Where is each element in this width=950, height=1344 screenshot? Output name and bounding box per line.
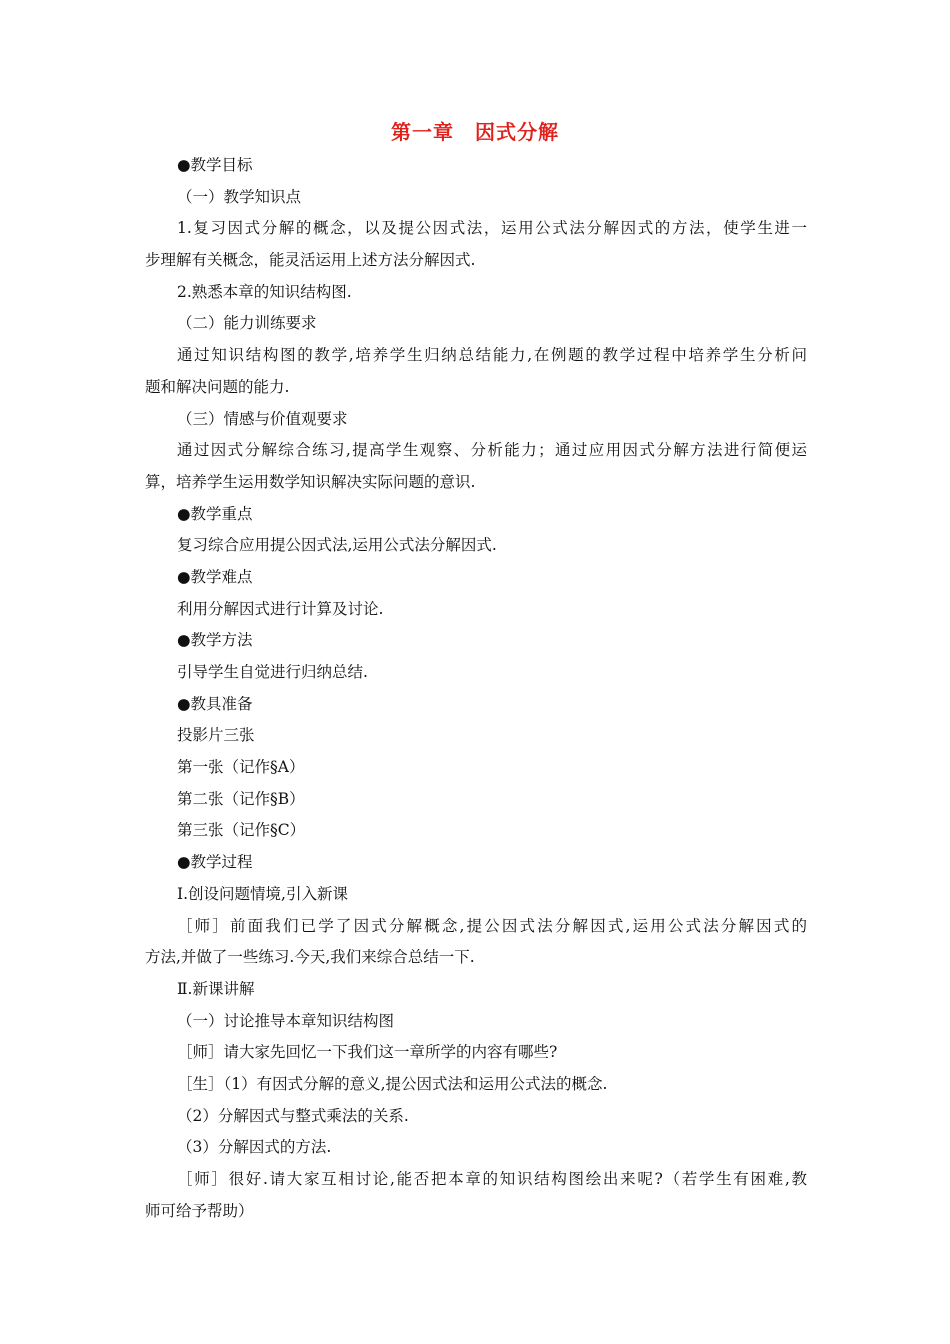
subheading-emotion-values: （三）情感与价值观要求 — [177, 409, 348, 428]
list-item: （2）分解因式与整式乘法的关系. — [177, 1106, 409, 1125]
paragraph-line: 利用分解因式进行计算及讨论. — [177, 599, 384, 618]
paragraph-line: ［生］（1）有因式分解的意义,提公因式法和运用公式法的概念. — [177, 1074, 608, 1093]
heading-teaching-aids: ●教具准备 — [177, 694, 253, 713]
paragraph-line: 通过知识结构图的教学,培养学生归纳总结能力,在例题的教学过程中培养学生分析问 — [177, 346, 807, 365]
heading-teaching-method: ●教学方法 — [177, 631, 253, 650]
slide-item: 第二张（记作§B） — [177, 789, 305, 808]
section-heading-new-lesson: Ⅱ.新课讲解 — [177, 979, 255, 998]
paragraph-line: 步理解有关概念，能灵活运用上述方法分解因式. — [145, 251, 476, 270]
paragraph-line: 复习综合应用提公因式法,运用公式法分解因式. — [177, 536, 497, 555]
paragraph-line: 引导学生自觉进行归纳总结. — [177, 663, 368, 681]
subheading-knowledge-structure: （一）讨论推导本章知识结构图 — [177, 1011, 395, 1030]
paragraph-line: 师可给予帮助） — [145, 1201, 254, 1220]
paragraph-line: 投影片三张 — [177, 726, 255, 745]
paragraph-line: 题和解决问题的能力. — [145, 377, 290, 396]
heading-teaching-focus: ●教学重点 — [177, 504, 253, 523]
list-item: （3）分解因式的方法. — [177, 1138, 332, 1157]
paragraph-line: 1.复习因式分解的概念，以及提公因式法，运用公式法分解因式的方法，使学生进一 — [177, 219, 807, 238]
paragraph-line: 算，培养学生运用数学知识解决实际问题的意识. — [145, 472, 476, 491]
paragraph-line: 通过因式分解综合练习,提高学生观察、分析能力；通过应用因式分解方法进行简便运 — [177, 441, 807, 460]
section-heading-intro: Ⅰ.创设问题情境,引入新课 — [177, 884, 348, 903]
paragraph-line: ［师］前面我们已学了因式分解概念,提公因式法分解因式,运用公式法分解因式的 — [177, 916, 807, 935]
paragraph-line: ［师］请大家先回忆一下我们这一章所学的内容有哪些? — [177, 1043, 558, 1062]
heading-teaching-process: ●教学过程 — [177, 853, 253, 872]
paragraph-line: 方法,并做了一些练习.今天,我们来综合总结一下. — [145, 948, 475, 967]
subheading-ability-training: （二）能力训练要求 — [177, 314, 317, 333]
paragraph-line: 2.熟悉本章的知识结构图. — [177, 282, 352, 301]
heading-teaching-objectives: ●教学目标 — [177, 156, 253, 174]
chapter-title: 第一章 因式分解 — [391, 120, 559, 144]
slide-item: 第一张（记作§A） — [177, 758, 305, 777]
subheading-knowledge-points: （一）教学知识点 — [177, 187, 302, 206]
slide-item: 第三张（记作§C） — [177, 821, 306, 840]
document-body — [145, 150, 807, 1227]
heading-teaching-difficulty: ●教学难点 — [177, 567, 253, 586]
paragraph-line: ［师］很好.请大家互相讨论,能否把本章的知识结构图绘出来呢?（若学生有困难,教 — [177, 1170, 807, 1188]
